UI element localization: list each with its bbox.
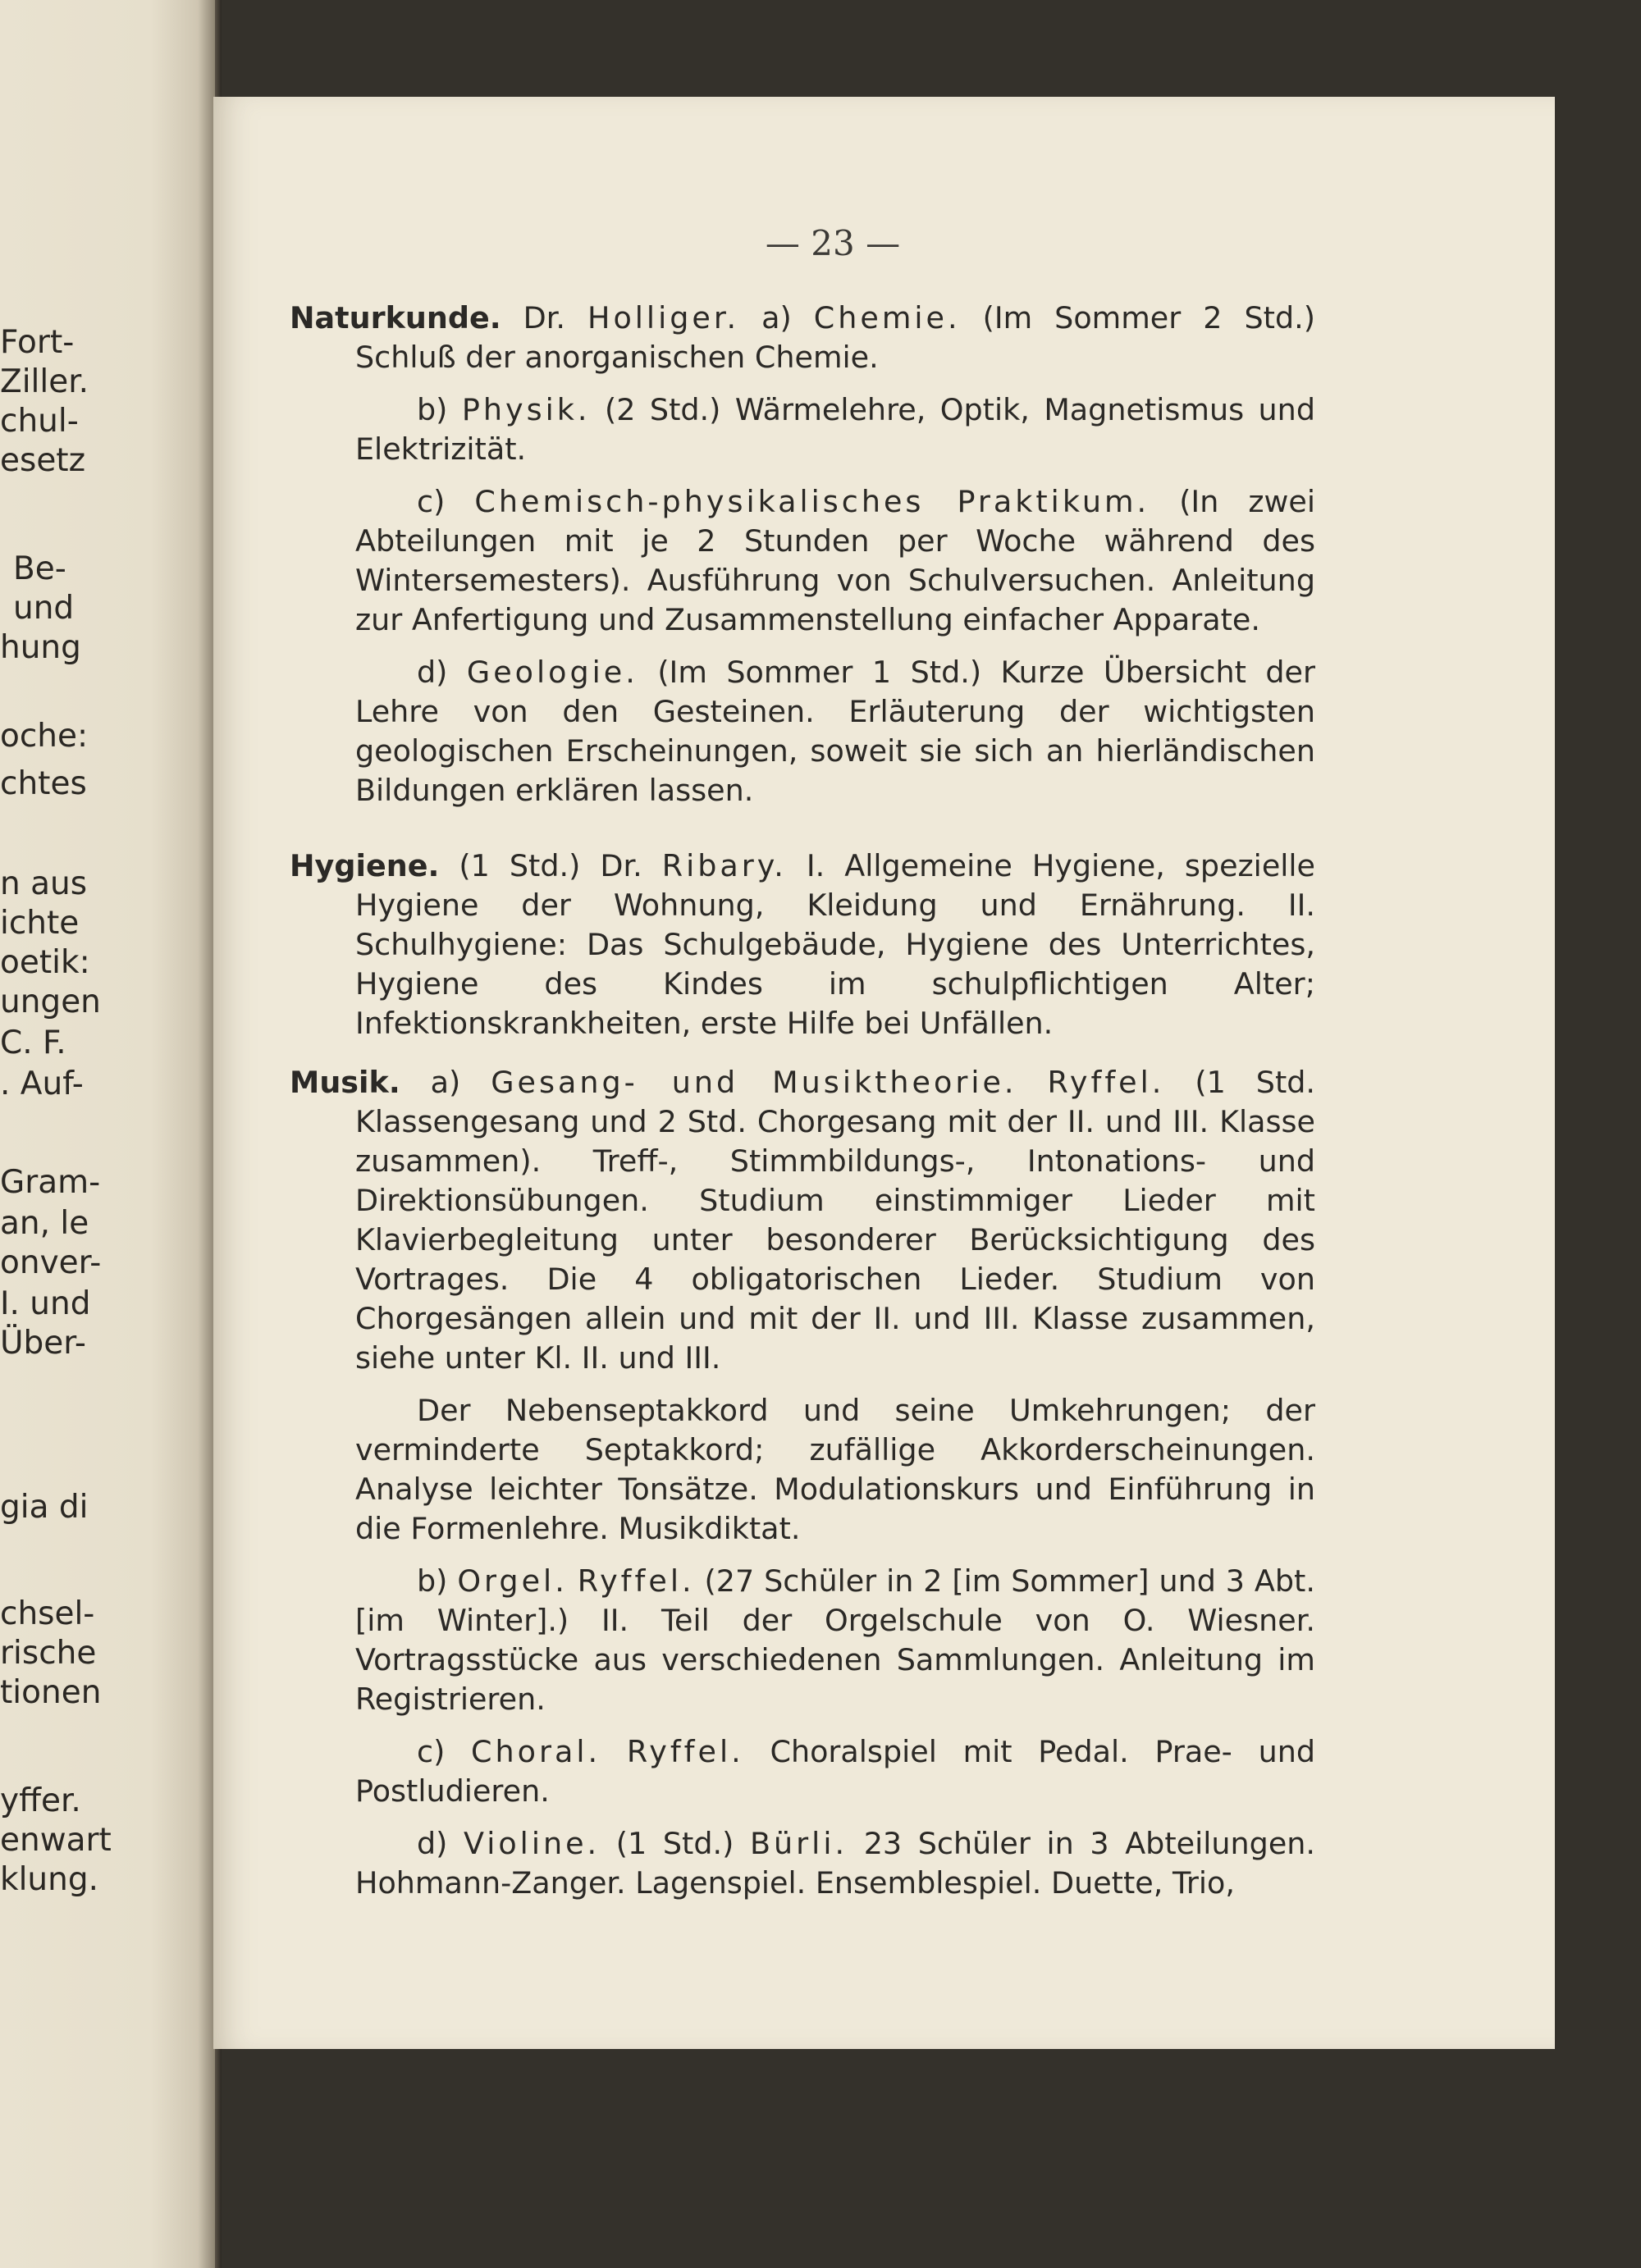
left-page-fragment: oetik: bbox=[0, 944, 90, 981]
item-text: (27 Schüler in 2 [im Sommer] und 3 Abt. [im Winter].) II. Teil der Orgelschule von O. Wiesner. Vortragsstücke aus verschiedenen Sammlungen. Anleitung im Registrieren. bbox=[355, 1563, 1315, 1717]
left-page-fragment: Be- bbox=[13, 550, 66, 587]
item-title: Violine. bbox=[464, 1826, 601, 1861]
left-page-fragment: Ziller. bbox=[0, 363, 89, 400]
teacher-title: Dr. bbox=[523, 300, 565, 335]
item-prefix: a) bbox=[761, 300, 792, 335]
left-page-fragment: . Auf- bbox=[0, 1066, 84, 1102]
teacher-name: Ribary. bbox=[661, 848, 787, 883]
item-prefix: d) bbox=[417, 655, 448, 690]
left-page-fragment: C. F. bbox=[0, 1024, 66, 1061]
left-page-fragment: chul- bbox=[0, 403, 79, 440]
teacher-name: Ryffel. bbox=[1047, 1065, 1165, 1100]
item-text: Choralspiel mit Pedal. Prae- und Postludieren. bbox=[355, 1734, 1316, 1809]
item-prefix: a) bbox=[430, 1065, 461, 1100]
left-page-fragment: chsel- bbox=[0, 1595, 95, 1632]
item-title: Chemie. bbox=[813, 300, 961, 335]
left-page-fragment: esetz bbox=[0, 442, 86, 479]
left-page-fragment: enwart bbox=[0, 1822, 112, 1859]
item-text: (Im Sommer 2 Std.) Schluß der anorganischen Chemie. bbox=[355, 300, 1315, 375]
teacher-name: Ryffel. bbox=[626, 1734, 744, 1769]
left-page-edge bbox=[0, 0, 215, 2268]
item-title: Chemisch-physikalisches Praktikum. bbox=[474, 484, 1150, 519]
left-page-fragment: hung bbox=[0, 629, 81, 666]
item-text: 23 Schüler in 3 Abteilungen. Hohmann-Zanger. Lagenspiel. Ensemblespiel. Duette, Trio, bbox=[355, 1826, 1316, 1901]
section-naturkunde bbox=[290, 299, 1316, 824]
item-text: (Im Sommer 1 Std.) Kurze Übersicht der Lehre von den Gesteinen. Erläuterung der wichtigsten geologischen Erscheinungen, soweit sie sich an hierländischen Bildungen erklären lassen. bbox=[355, 655, 1316, 808]
section-text: I. Allgemeine Hygiene, spezielle Hygiene der Wohnung, Kleidung und Ernährung. II. Schulhygiene: Das Schulgebäude, Hygiene des Unterrichtes, Hygiene des Kindes im schulpflichtigen Alter; Infektionskrankheiten, erste Hilfe bei Unfällen. bbox=[355, 848, 1316, 1041]
item-prefix: d) bbox=[417, 1826, 448, 1861]
left-page-fragment: Fort- bbox=[0, 324, 75, 361]
item-title: Orgel. bbox=[457, 1563, 568, 1599]
hours-text: (1 Std.) bbox=[615, 1826, 734, 1861]
left-page-fragment: onver- bbox=[0, 1244, 102, 1281]
item-prefix: b) bbox=[417, 1563, 448, 1599]
left-page-fragment: Gram- bbox=[0, 1164, 101, 1201]
left-page-fragment: tionen bbox=[0, 1674, 102, 1711]
left-page-fragment: rische bbox=[0, 1635, 97, 1672]
section-musik bbox=[290, 1063, 1316, 1916]
item-title: Choral. bbox=[471, 1734, 601, 1769]
item-text: Der Nebenseptakkord und seine Umkehrungen; der verminderte Septakkord; zufällige Akkorderscheinungen. Analyse leichter Tonsätze. Modulationskurs und Einführung in die Formenlehre. Musikdiktat. bbox=[355, 1393, 1315, 1546]
teacher-name: Ryffel. bbox=[577, 1563, 695, 1599]
left-page-fragment: chtes bbox=[0, 765, 87, 802]
section-label: Hygiene. bbox=[290, 848, 440, 883]
left-page-fragment: oche: bbox=[0, 718, 89, 755]
teacher-name: Bürli. bbox=[750, 1826, 848, 1861]
teacher-name: Holliger. bbox=[587, 300, 740, 335]
left-page-fragment: yffer. bbox=[0, 1782, 81, 1819]
left-page-fragment: und bbox=[13, 590, 75, 627]
item-title: Geologie. bbox=[466, 655, 638, 690]
item-prefix: c) bbox=[417, 1734, 446, 1769]
left-page-fragment: n aus bbox=[0, 865, 88, 902]
item-prefix: b) bbox=[417, 392, 448, 427]
left-page-fragment: I. und bbox=[0, 1285, 91, 1322]
section-label: Musik. bbox=[290, 1065, 400, 1100]
hours-text: (1 Std.) Dr. bbox=[459, 848, 642, 883]
left-page-fragment: Über- bbox=[0, 1325, 86, 1362]
item-text: (In zwei Abteilungen mit je 2 Stunden per Woche während des Wintersemesters). Ausführung von Schulversuchen. Anleitung zur Anfertigung und Zusammenstellung einfacher Apparate. bbox=[355, 484, 1315, 637]
left-page-fragment: ichte bbox=[0, 905, 80, 942]
page-number: — 23 — bbox=[765, 223, 901, 263]
left-page-fragment: klung. bbox=[0, 1861, 99, 1898]
left-page-fragment: an, le bbox=[0, 1205, 89, 1242]
item-text: (1 Std. Klassengesang und 2 Std. Chorgesang mit der II. und III. Klasse zusammen). Treff-, Stimmbildungs-, Intonations- und Direktionsübungen. Studium einstimmiger Lieder mit Klavierbegleitung unter besonderer Berücksichtigung des Vortrages. Die 4 obligatorischen Lieder. Studium von Chorgesängen allein und mit der II. und III. Klasse zusammen, siehe unter Kl. II. und III. bbox=[355, 1065, 1316, 1376]
item-title: Gesang- und Musiktheorie. bbox=[491, 1065, 1017, 1100]
section-hygiene bbox=[290, 847, 1316, 1056]
item-text: (2 Std.) Wärmelehre, Optik, Magnetismus und Elektrizität. bbox=[355, 392, 1315, 467]
item-title: Physik. bbox=[461, 392, 591, 427]
item-prefix: c) bbox=[417, 484, 446, 519]
left-page-fragment: ungen bbox=[0, 983, 101, 1020]
left-page-fragment: gia di bbox=[0, 1489, 89, 1526]
section-label: Naturkunde. bbox=[290, 300, 501, 335]
